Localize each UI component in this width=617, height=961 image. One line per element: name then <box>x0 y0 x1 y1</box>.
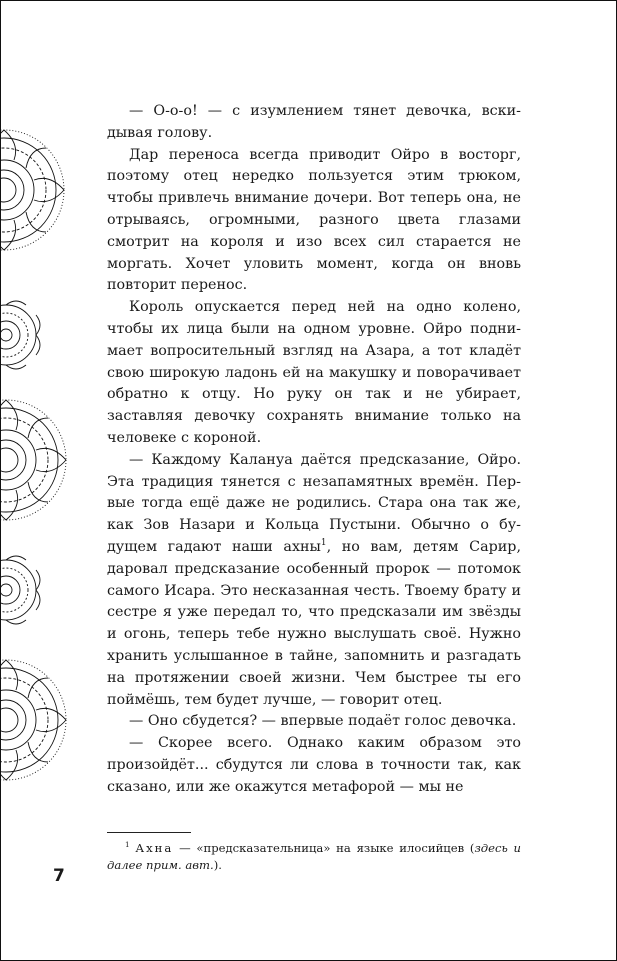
mandala-border-ornament <box>0 110 72 810</box>
paragraph-6: — Скорее всего. Однако каким образом это произойдёт... сбудутся ли слова в точности так, как сказано, или же окажутся метафорой — мы не <box>107 735 521 795</box>
paragraph-4-start: — Каждому Калануа даётся предсказание, Ойро. Эта традиция тянется с незапамятных времён. Первые тогда ещё даже не родились. Стара она так же, как Зов Назари и Кольца Пустыни. Обычно о будущем гадают наши ахны <box>107 451 521 555</box>
paragraph-5: — Оно сбудется? — впервые подаёт голос девочка. <box>129 713 517 730</box>
footnote-ref: 1 <box>320 538 327 549</box>
footnote-separator <box>107 832 191 833</box>
paragraph-2: Дар переноса всегда приводит Ойро в восторг, поэтому отец нередко пользуется этим трюком, чтобы привлечь внимание дочери. Вот теперь она, не отрываясь, огромными, разного цвета глазами смотрит на короля и изо всех сил старается не моргать. Хочет уловить момент, когда он вновь повторит перенос. <box>107 146 521 294</box>
footnote-term: Ахна <box>135 841 174 855</box>
footnote-italic-note: здесь и далее прим. авт. <box>107 841 521 872</box>
paragraph-3: Король опускается перед ней на одно колено, чтобы их лица были на одном уровне. Ойро поднимает вопросительный взгляд на Азара, а тот кладёт свою широкую ладонь ей на макушку и поворачивает обратно к отцу. Но руку он так и не убирает, заставляя девочку сохранять внимание только на человеке с короной. <box>107 299 521 446</box>
paragraph-4-end: , но вам, детям Сарир, даровал предсказание особенный пророк — потомок самого Исара. Это несказанная честь. Твоему брату и сестре я уже передал то, что предсказали им звёзды и огонь, теперь тебе нужно выслушать своё. Нужно хранить услышанное в тайне, запомнить и разгадать на протяжении своей жизни. Чем быстрее ты его поймёшь, тем будет лучше, — говорит отец. <box>107 538 521 708</box>
page-number: 7 <box>53 866 65 886</box>
body-text <box>107 101 521 799</box>
footnote-marker: 1 <box>125 840 130 850</box>
paragraph-4 <box>107 450 521 712</box>
footnote <box>107 840 521 874</box>
footnote-definition: — «предсказательница» на языке илосийцев ( <box>173 841 475 855</box>
footnote-closing: ). <box>213 858 222 872</box>
paragraph-1: — О-о-о! — с изумлением тянет девочка, вскидывая голову. <box>107 103 521 141</box>
